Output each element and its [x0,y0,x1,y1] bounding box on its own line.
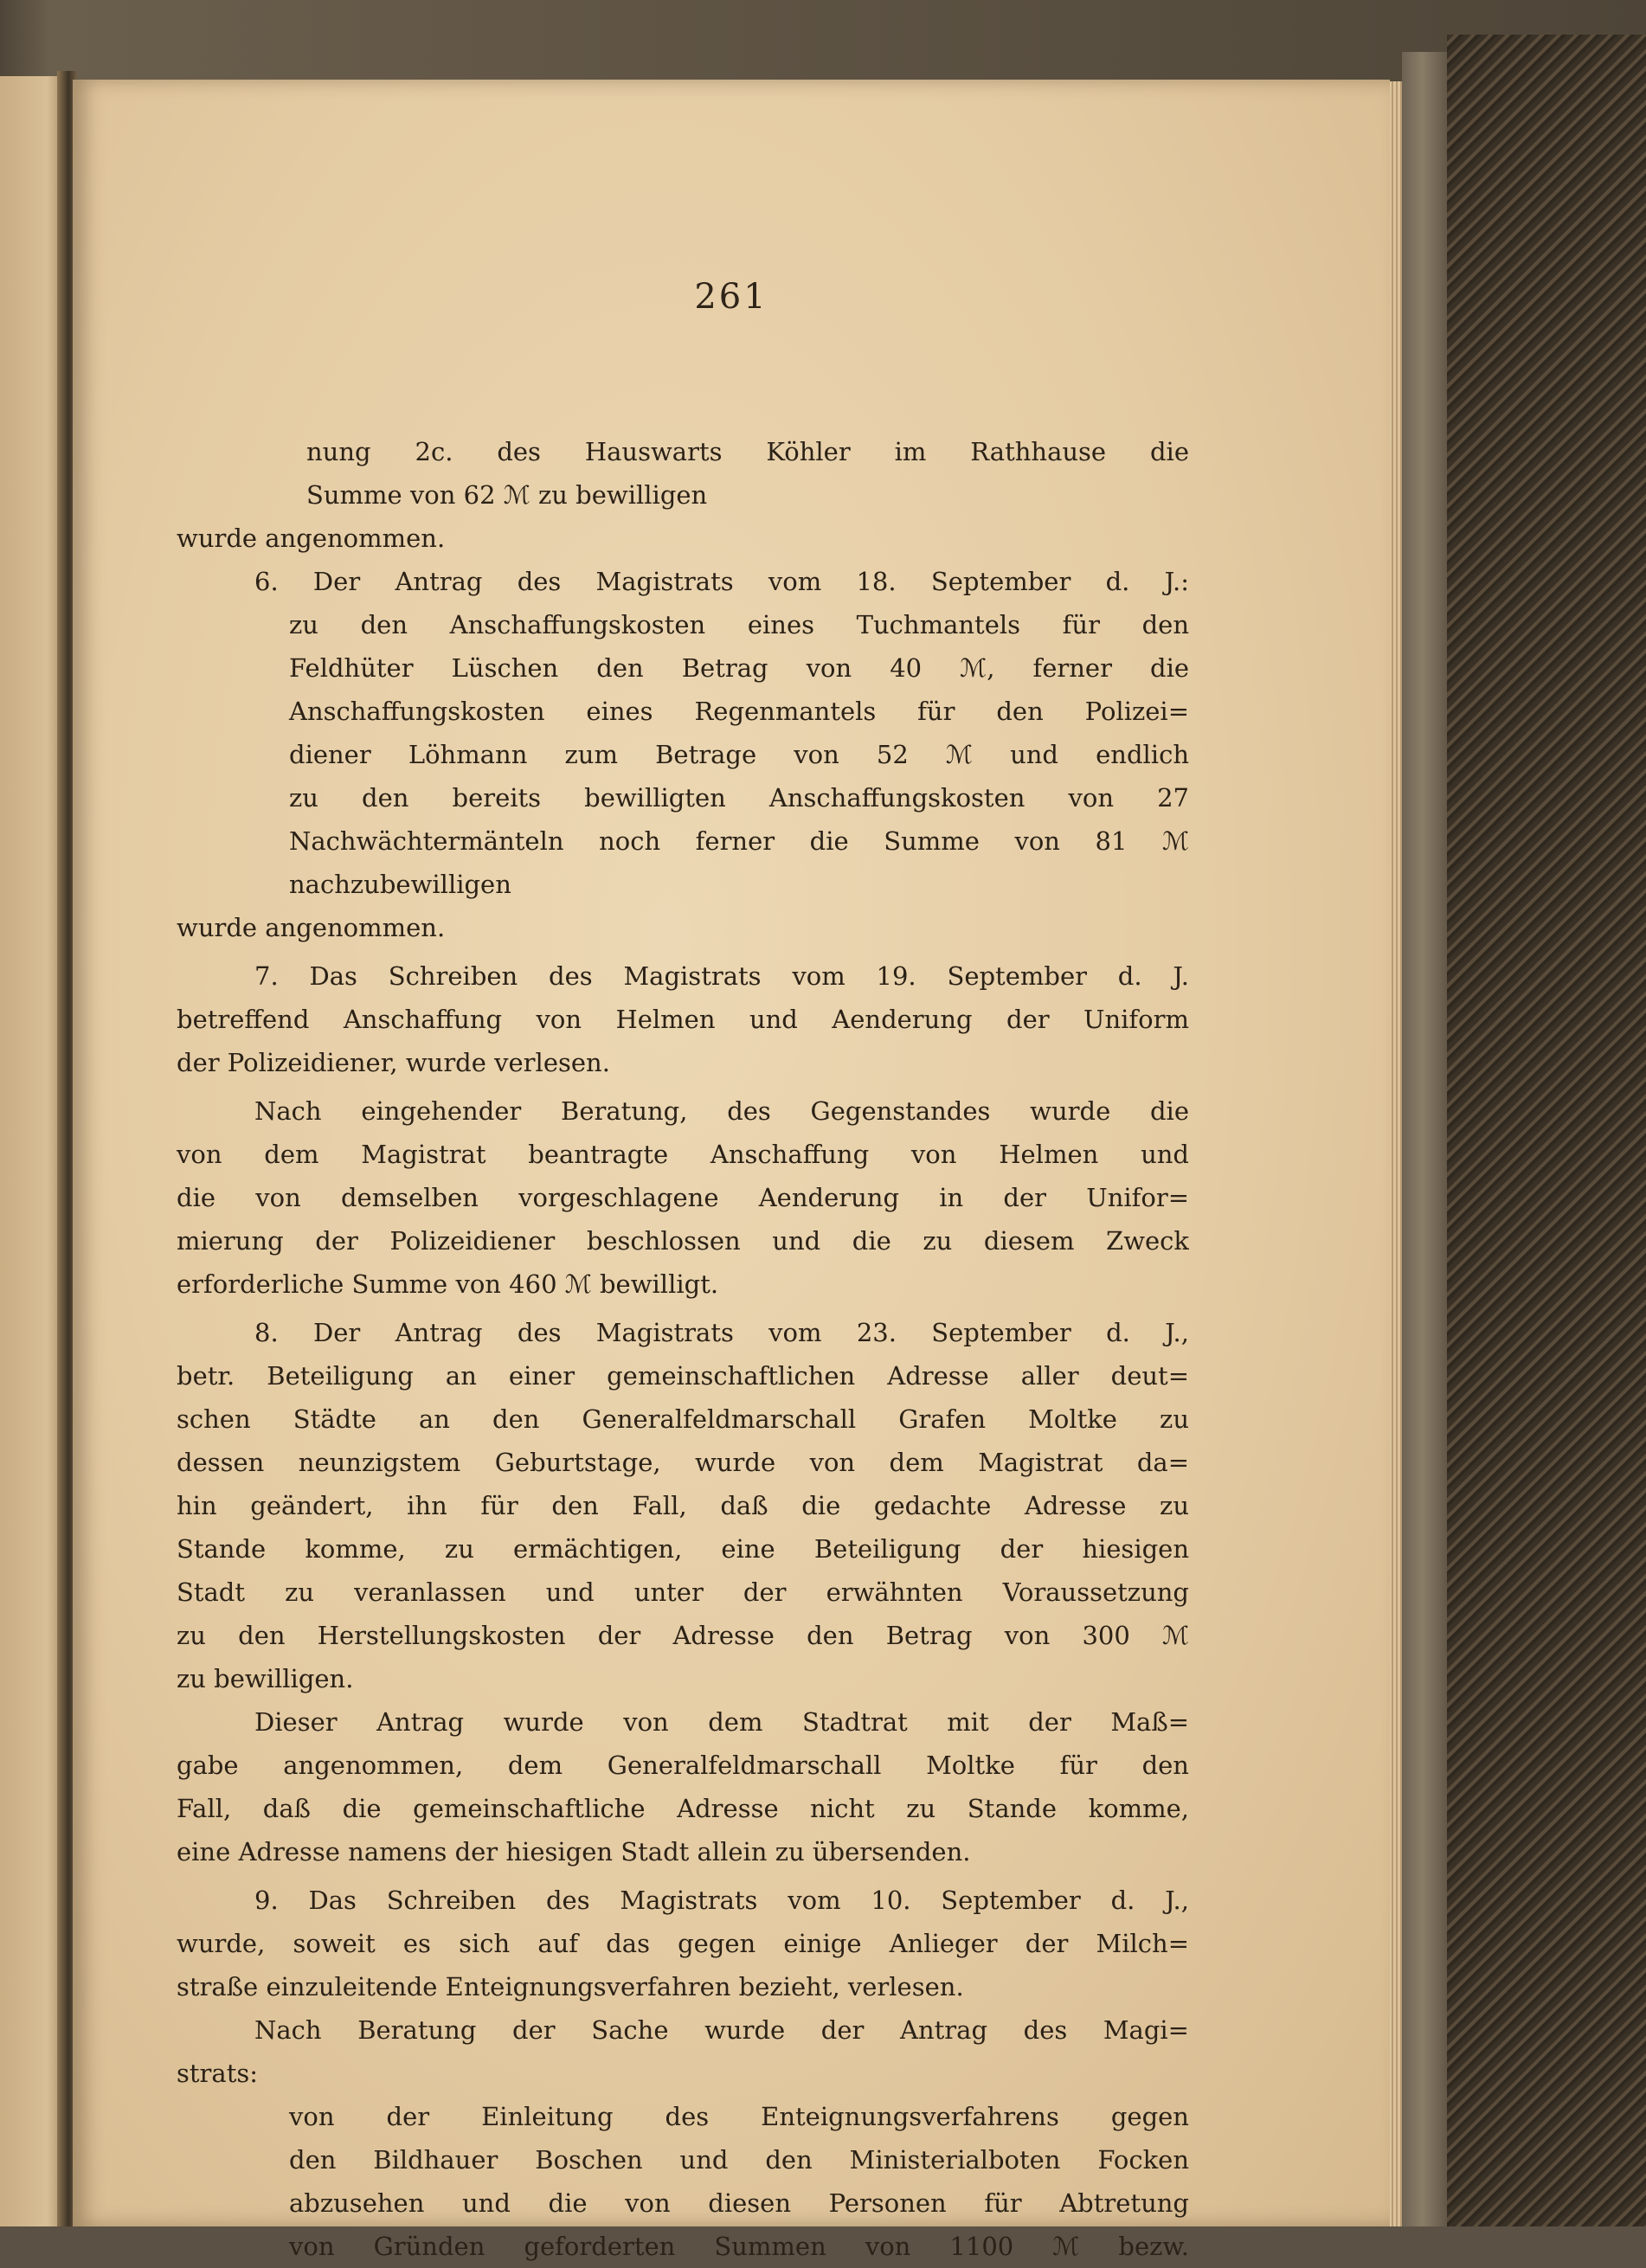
text-line: von Gründen geforderten Summen von 1100 ℳ bezw. [289,2232,1189,2261]
text-line: Feldhüter Lüschen den Betrag von 40 ℳ, ferner die [289,653,1189,683]
text-line: betr. Beteiligung an einer gemeinschaftlichen Adresse aller deut= [177,1361,1189,1391]
text-line: wurde angenommen. [177,913,446,942]
text-line: wurde angenommen. [177,524,446,553]
text-line: zu den Herstellungskosten der Adresse den Betrag von 300 ℳ [177,1621,1189,1650]
page-number: 261 [694,277,768,317]
text-line: Stadt zu veranlassen und unter der erwähnten Voraussetzung [177,1577,1189,1607]
text-line: strats: [177,2059,258,2088]
text-line: eine Adresse namens der hiesigen Stadt allein zu übersenden. [177,1837,971,1866]
text-line: zu bewilligen. [177,1664,354,1693]
text-line: Nach Beratung der Sache wurde der Antrag des Magi= [254,2015,1189,2045]
text-line: Nach eingehender Beratung, des Gegenstandes wurde die [254,1096,1189,1126]
text-line: 8. Der Antrag des Magistrats vom 23. September d. J., [254,1318,1189,1347]
text-line: den Bildhauer Boschen und den Ministerialboten Focken [289,2145,1189,2175]
text-line: von der Einleitung des Enteignungsverfahrens gegen [289,2102,1189,2131]
text-line: der Polizeidiener, wurde verlesen. [177,1048,610,1077]
text-line: 6. Der Antrag des Magistrats vom 18. September d. J.: [254,567,1189,596]
text-line: betreffend Anschaffung von Helmen und Aenderung der Uniform [177,1005,1189,1034]
text-line: dessen neunzigstem Geburtstage, wurde von dem Magistrat da= [177,1448,1189,1477]
book-cover-board [1402,52,1452,2226]
text-line: Anschaffungskosten eines Regenmantels für den Polizei= [289,697,1189,726]
book-cover-edge [1447,35,1646,2226]
text-line: die von demselben vorgeschlagene Aenderung in der Unifor= [177,1183,1189,1212]
text-line: abzusehen und die von diesen Personen für Abtretung [289,2188,1189,2218]
text-line: Dieser Antrag wurde von dem Stadtrat mit der Maß= [254,1707,1189,1737]
text-line: hin geändert, ihn für den Fall, daß die gedachte Adresse zu [177,1491,1189,1520]
text-line: diener Löhmann zum Betrage von 52 ℳ und endlich [289,740,1189,769]
text-line: Stande komme, zu ermächtigen, eine Beteiligung der hiesigen [177,1534,1189,1564]
text-line: nung 2c. des Hauswarts Köhler im Rathhause die [306,437,1189,466]
text-line: wurde, soweit es sich auf das gegen einige Anlieger der Milch= [177,1929,1189,1958]
text-line: gabe angenommen, dem Generalfeldmarschall Moltke für den [177,1751,1189,1780]
text-line: zu den bereits bewilligten Anschaffungskosten von 27 [289,783,1189,813]
text-line: straße einzuleitende Enteignungsverfahren bezieht, verlesen. [177,1972,964,2001]
text-line: 7. Das Schreiben des Magistrats vom 19. September d. J. [254,961,1189,991]
text-line: Nachwächtermänteln noch ferner die Summe von 81 ℳ [289,826,1189,856]
text-line: von dem Magistrat beantragte Anschaffung von Helmen und [177,1140,1189,1169]
page-body-text [177,430,1189,2268]
text-line: 9. Das Schreiben des Magistrats vom 10. September d. J., [254,1886,1189,1915]
text-line: nachzubewilligen [289,870,511,899]
text-line: mierung der Polizeidiener beschlossen und die zu diesem Zweck [177,1226,1189,1256]
text-line: Summe von 62 ℳ zu bewilligen [306,480,708,510]
book-page [73,80,1390,2261]
text-line: erforderliche Summe von 460 ℳ bewilligt. [177,1269,719,1299]
text-line: schen Städte an den Generalfeldmarschall Grafen Moltke zu [177,1404,1189,1434]
text-line: zu den Anschaffungskosten eines Tuchmantels für den [289,610,1189,639]
text-line: Fall, daß die gemeinschaftliche Adresse nicht zu Stande komme, [177,1794,1189,1823]
